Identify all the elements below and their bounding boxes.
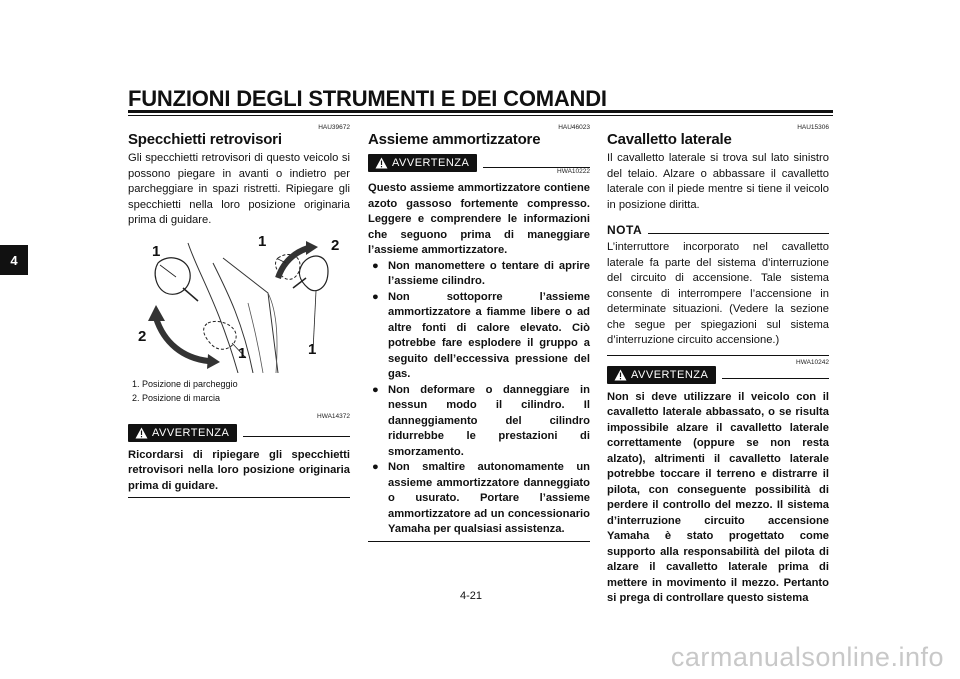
chapter-tab: 4 <box>0 245 28 275</box>
note-rule <box>648 233 829 234</box>
caption-item: 2. Posizione di marcia <box>132 392 221 403</box>
warning-triangle-icon <box>374 157 388 169</box>
list-item: ● Non deformare o danneggiare in nessun modo il cilindro. Il danneggiamento del cilindro ridurrebbe le prestazioni di smorzamento. <box>368 383 590 461</box>
section-title: Cavalletto laterale <box>607 131 732 148</box>
warning-badge <box>128 424 237 442</box>
note-label: NOTA <box>607 223 643 237</box>
watermark[interactable]: carmanualsonline.info <box>670 642 944 672</box>
figure-label: 1 <box>308 340 317 358</box>
figure-label: 2 <box>331 236 340 254</box>
bullet-icon: ● <box>372 383 379 396</box>
warning-label: AVVERTENZA <box>152 426 230 439</box>
warning-end-rule <box>128 497 350 498</box>
warning-text: Ricordarsi di ripiegare gli specchietti retrovisori nella loro posizione originaria prima di guidare. <box>128 448 350 492</box>
page-header-title: FUNZIONI DEGLI STRUMENTI E DEI COMANDI <box>128 86 607 111</box>
warning-triangle-icon <box>613 369 627 381</box>
warning-label: AVVERTENZA <box>631 368 709 381</box>
header-rule-thin <box>128 115 833 116</box>
section-title: Specchietti retrovisori <box>128 131 282 148</box>
warning-bullets <box>368 259 590 538</box>
section-code: HAU46023 <box>558 124 590 131</box>
figure-captions <box>132 377 350 405</box>
warning-end-rule <box>368 541 590 542</box>
warning-header <box>128 424 350 442</box>
list-item: ● Non smaltire autonomamente un assieme ammortizzatore danneggiato o usurato. Portare l’assieme ammortizzatore ad un concessionario Yamaha per qualsiasi assistenza. <box>368 460 590 538</box>
warning-rule <box>243 436 350 437</box>
warning-rule <box>722 378 829 379</box>
figure-label: 1 <box>152 242 161 260</box>
warning-code: HWA10222 <box>557 168 590 175</box>
list-item: ● Non sottoporre l’assieme ammortizzatore a fiamme libere o ad altre fonti di calore elevato. Ciò potrebbe fare esplodere il gruppo a seguito dell’eccessiva pressione del gas. <box>368 290 590 383</box>
figure-label: 1 <box>258 232 267 250</box>
note-end-rule <box>607 355 829 356</box>
note-text: L’interruttore incorporato nel cavalletto laterale fa parte del sistema d’interruzione del circuito di accensione. Tale sistema consente di interrompere l’accensione in determinate situazioni. (Vedere la sezione che segue per spiegazioni sul sistema d’interruzione circuito accensione.) <box>607 241 829 346</box>
list-item: ● Non manomettere o tentare di aprire l’assieme cilindro. <box>368 259 590 290</box>
section-shock-absorber <box>368 124 590 542</box>
section-code: HAU39672 <box>318 124 350 131</box>
section-body: Gli specchietti retrovisori di questo veicolo si possono piegare in avanti o indietro per parcheggiare in spazi ristretti. Ripiegare gli specchietti nella loro posizione originaria prima di guidare. <box>128 152 350 226</box>
note-header <box>607 223 829 237</box>
warning-label: AVVERTENZA <box>392 157 470 169</box>
mirror-figure <box>128 233 350 373</box>
figure-label: 1 <box>238 344 247 362</box>
page-number: 4-21 <box>460 590 483 602</box>
warning-code: HWA10242 <box>796 358 829 366</box>
caption-item: 1. Posizione di parcheggio <box>132 378 238 389</box>
warning-badge <box>607 366 716 384</box>
section-title: Assieme ammortizzatore <box>368 131 541 148</box>
section-body: Il cavalletto laterale si trova sul lato sinistro del telaio. Alzare o abbassare il cavalletto laterale con il piede mentre si tiene il veicolo in posizione diritta. <box>607 152 829 211</box>
section-mirrors <box>128 124 350 498</box>
header-rule <box>128 110 833 113</box>
warning-header <box>607 366 829 384</box>
bullet-icon: ● <box>372 461 379 473</box>
section-sidestand <box>607 124 829 607</box>
warning-badge <box>368 154 477 172</box>
bullet-icon: ● <box>372 259 379 272</box>
bullet-icon: ● <box>372 290 379 303</box>
warning-text: Non si deve utilizzare il veicolo con il cavalletto laterale abbassato, o se risulta impossibile alzare il cavalletto laterale correttamente (oppure se non resta alzato), altrimenti il cavalletto laterale potrebbe toccare il terreno e distrarre il pilota, con conseguente possibilità di perdere il controllo del mezzo. Il sistema d’interruzione circuito accensione Yamaha è stato progettato come supporto alla responsabilità del pilota di alzare il cavalletto laterale prima di mettere in movimento il mezzo. Pertanto si prega di controllare questo sistema <box>607 390 829 604</box>
figure-label: 2 <box>138 327 147 345</box>
warning-text: Questo assieme ammortizzatore contiene azoto gassoso fortemente compresso. Leggere e comprendere le informazioni che seguono prima di maneggiare l’assieme ammortizzatore. <box>368 182 590 256</box>
warning-triangle-icon <box>134 427 148 439</box>
section-code: HAU15306 <box>797 124 829 131</box>
warning-code: HWA14372 <box>317 412 350 420</box>
